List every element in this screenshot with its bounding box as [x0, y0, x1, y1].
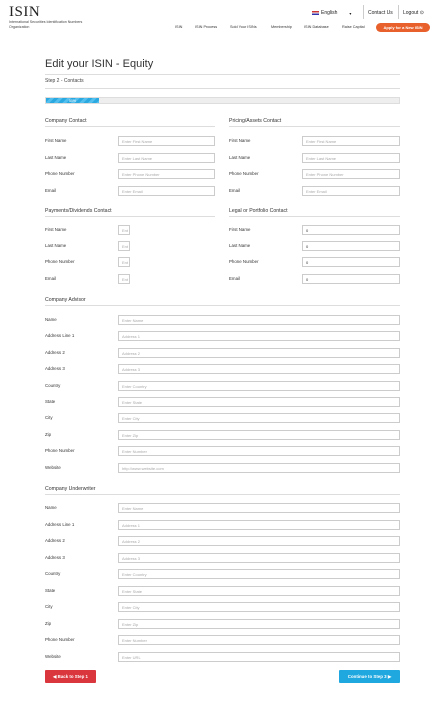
back-to-step-1-button[interactable] — [45, 670, 96, 683]
company-advisor-country-input[interactable]: Enter Country — [118, 381, 400, 391]
arrow-left-circle-icon: ◀ — [53, 674, 57, 679]
site-tagline: International Securities Identification Numbers Organization — [9, 20, 83, 29]
legal-contact-last-name-input[interactable]: 0 — [302, 241, 400, 251]
legal-contact-last-name-label: Last Name — [229, 243, 251, 249]
company-advisor-address-line-1-label: Address Line 1 — [45, 333, 75, 339]
company-advisor-state-input[interactable]: Enter State — [118, 397, 400, 407]
payments-contact-email-label: Email — [45, 275, 56, 281]
company-underwriter-phone-number-input[interactable]: Enter Number — [118, 635, 400, 645]
legal-contact-phone-number-input[interactable]: 0 — [302, 257, 400, 267]
company-advisor-address-2-input[interactable]: Address 2 — [118, 348, 400, 358]
company-contact-email-label: Email — [45, 187, 56, 193]
company-underwriter-address-line-1-input[interactable]: Address 1 — [118, 520, 400, 530]
company-underwriter-zip-label: Zip — [45, 620, 52, 626]
payments-contact-first-name-label: First Name — [45, 227, 67, 232]
logout-label: Logout — [403, 10, 419, 16]
continue-to-step-3-button[interactable] — [339, 670, 400, 683]
company-contact-first-name-label: First Name — [45, 138, 67, 143]
apply-new-isin-button[interactable]: Apply for a New ISIN — [376, 23, 430, 32]
company-contact-last-name-input[interactable]: Enter Last Name — [118, 153, 215, 163]
payments-contact-email-input[interactable]: Ent — [118, 274, 130, 284]
company-advisor-address-3-input[interactable]: Address 3 — [118, 364, 400, 374]
nav-membership[interactable]: Membership — [271, 25, 292, 29]
company-underwriter-country-input[interactable]: Enter Country — [118, 569, 400, 579]
site-logo[interactable]: ISIN — [9, 4, 41, 20]
legal-contact-phone-number-label: Phone Number — [229, 259, 259, 265]
company-advisor-heading: Company Advisor — [45, 297, 86, 303]
company-advisor-city-input[interactable]: Enter City — [118, 413, 400, 423]
language-label: English — [321, 10, 338, 16]
company-underwriter-phone-number-label: Phone Number — [45, 637, 75, 642]
company-advisor-city-label: City — [45, 415, 53, 421]
company-contact-first-name-input[interactable]: Enter First Name — [118, 136, 215, 146]
divider — [229, 216, 400, 217]
pricing-contact-email-input[interactable]: Enter Email — [302, 186, 400, 196]
company-underwriter-name-label: Name — [45, 505, 57, 510]
divider — [45, 126, 215, 127]
legal-contact-email-label: Email — [229, 275, 240, 281]
payments-contact-last-name-input[interactable]: Ent — [118, 241, 130, 251]
legal-contact-first-name-label: First Name — [229, 227, 251, 232]
arrow-right-circle-icon: ▶ — [387, 674, 392, 679]
divider — [229, 126, 400, 127]
nav-isin[interactable]: ISIN — [175, 25, 183, 29]
company-underwriter-name-input[interactable]: Enter Name — [118, 503, 400, 513]
divider — [45, 494, 400, 495]
company-underwriter-website-label: Website — [45, 653, 61, 659]
legal-contact-first-name-input[interactable]: 0 — [302, 225, 400, 235]
company-underwriter-zip-input[interactable]: Enter Zip — [118, 619, 400, 629]
company-underwriter-address-3-label: Address 3 — [45, 554, 65, 560]
company-underwriter-address-2-input[interactable]: Address 2 — [118, 536, 400, 546]
page-title: Edit your ISIN - Equity — [45, 58, 154, 70]
payments-contact-last-name-label: Last Name — [45, 243, 67, 249]
divider — [45, 74, 400, 75]
company-contact-heading: Company Contact — [45, 118, 87, 124]
legal-contact-heading: Legal or Portfolio Contact — [229, 208, 288, 214]
company-advisor-website-input[interactable]: http://www.website.com — [118, 463, 400, 473]
language-selector[interactable] — [312, 8, 351, 18]
company-underwriter-address-line-1-label: Address Line 1 — [45, 521, 75, 527]
legal-contact-email-input[interactable]: 0 — [302, 274, 400, 284]
pricing-contact-heading: Pricing/Assets Contact — [229, 118, 282, 124]
company-advisor-zip-input[interactable]: Enter Zip — [118, 430, 400, 440]
payments-contact-heading: Payments/Dividends Contact — [45, 208, 112, 214]
payments-contact-phone-number-label: Phone Number — [45, 259, 75, 265]
company-advisor-address-3-label: Address 3 — [45, 366, 65, 372]
pricing-contact-first-name-input[interactable]: Enter First Name — [302, 136, 400, 146]
company-underwriter-address-2-label: Address 2 — [45, 538, 65, 543]
company-advisor-country-label: Country — [45, 382, 61, 388]
company-underwriter-city-input[interactable]: Enter City — [118, 602, 400, 612]
company-advisor-name-input[interactable]: Enter Name — [118, 315, 400, 325]
divider — [45, 88, 400, 89]
company-advisor-zip-label: Zip — [45, 431, 52, 437]
progress-fill: 50% — [46, 98, 99, 103]
company-contact-phone-number-input[interactable]: Enter Phone Number — [118, 169, 215, 179]
divider — [45, 305, 400, 306]
payments-contact-first-name-input[interactable]: Ent — [118, 225, 130, 235]
pricing-contact-last-name-label: Last Name — [229, 154, 251, 160]
contact-us-link[interactable]: Contact Us — [368, 10, 393, 16]
logout-link[interactable] — [403, 8, 424, 18]
divider — [363, 5, 364, 19]
company-underwriter-country-label: Country — [45, 571, 61, 576]
logout-icon: ⊙ — [419, 10, 424, 16]
company-underwriter-state-input[interactable]: Enter State — [118, 586, 400, 596]
company-underwriter-website-input[interactable]: Enter URL — [118, 652, 400, 662]
pricing-contact-phone-number-label: Phone Number — [229, 171, 259, 176]
pricing-contact-email-label: Email — [229, 187, 240, 193]
company-contact-phone-number-label: Phone Number — [45, 171, 75, 176]
progress-bar — [45, 97, 400, 104]
step-indicator: Step 2 - Contacts — [45, 78, 84, 84]
company-underwriter-state-label: State — [45, 587, 56, 593]
company-advisor-phone-number-input[interactable]: Enter Number — [118, 446, 400, 456]
payments-contact-phone-number-input[interactable]: Ent — [118, 257, 130, 267]
pricing-contact-first-name-label: First Name — [229, 138, 251, 143]
company-advisor-address-2-label: Address 2 — [45, 349, 65, 355]
company-advisor-phone-number-label: Phone Number — [45, 448, 75, 454]
company-advisor-name-label: Name — [45, 317, 57, 322]
company-underwriter-heading: Company Underwriter — [45, 486, 96, 492]
nav-sold-isins[interactable]: Sold Your ISINs — [230, 25, 257, 29]
nav-raise-capital[interactable]: Raise Capital — [342, 25, 365, 29]
company-underwriter-city-label: City — [45, 604, 53, 609]
pricing-contact-phone-number-input[interactable]: Enter Phone Number — [302, 169, 400, 179]
company-advisor-website-label: Website — [45, 464, 61, 470]
company-contact-email-input[interactable]: Enter Email — [118, 186, 215, 196]
flag-icon — [312, 11, 319, 15]
company-advisor-address-line-1-input[interactable]: Address 1 — [118, 331, 400, 341]
nav-isin-process[interactable]: ISIN Process — [195, 25, 218, 29]
chevron-down-icon: ▾ — [349, 10, 352, 16]
divider — [398, 5, 399, 19]
continue-button-label: Continue to Step 3 — [347, 674, 387, 679]
back-button-label: Back to Step 1 — [57, 674, 88, 679]
divider — [45, 216, 215, 217]
company-underwriter-address-3-input[interactable]: Address 3 — [118, 553, 400, 563]
company-contact-last-name-label: Last Name — [45, 154, 67, 160]
pricing-contact-last-name-input[interactable]: Enter Last Name — [302, 153, 400, 163]
nav-isin-database[interactable]: ISIN Database — [304, 25, 329, 29]
company-advisor-state-label: State — [45, 399, 56, 404]
